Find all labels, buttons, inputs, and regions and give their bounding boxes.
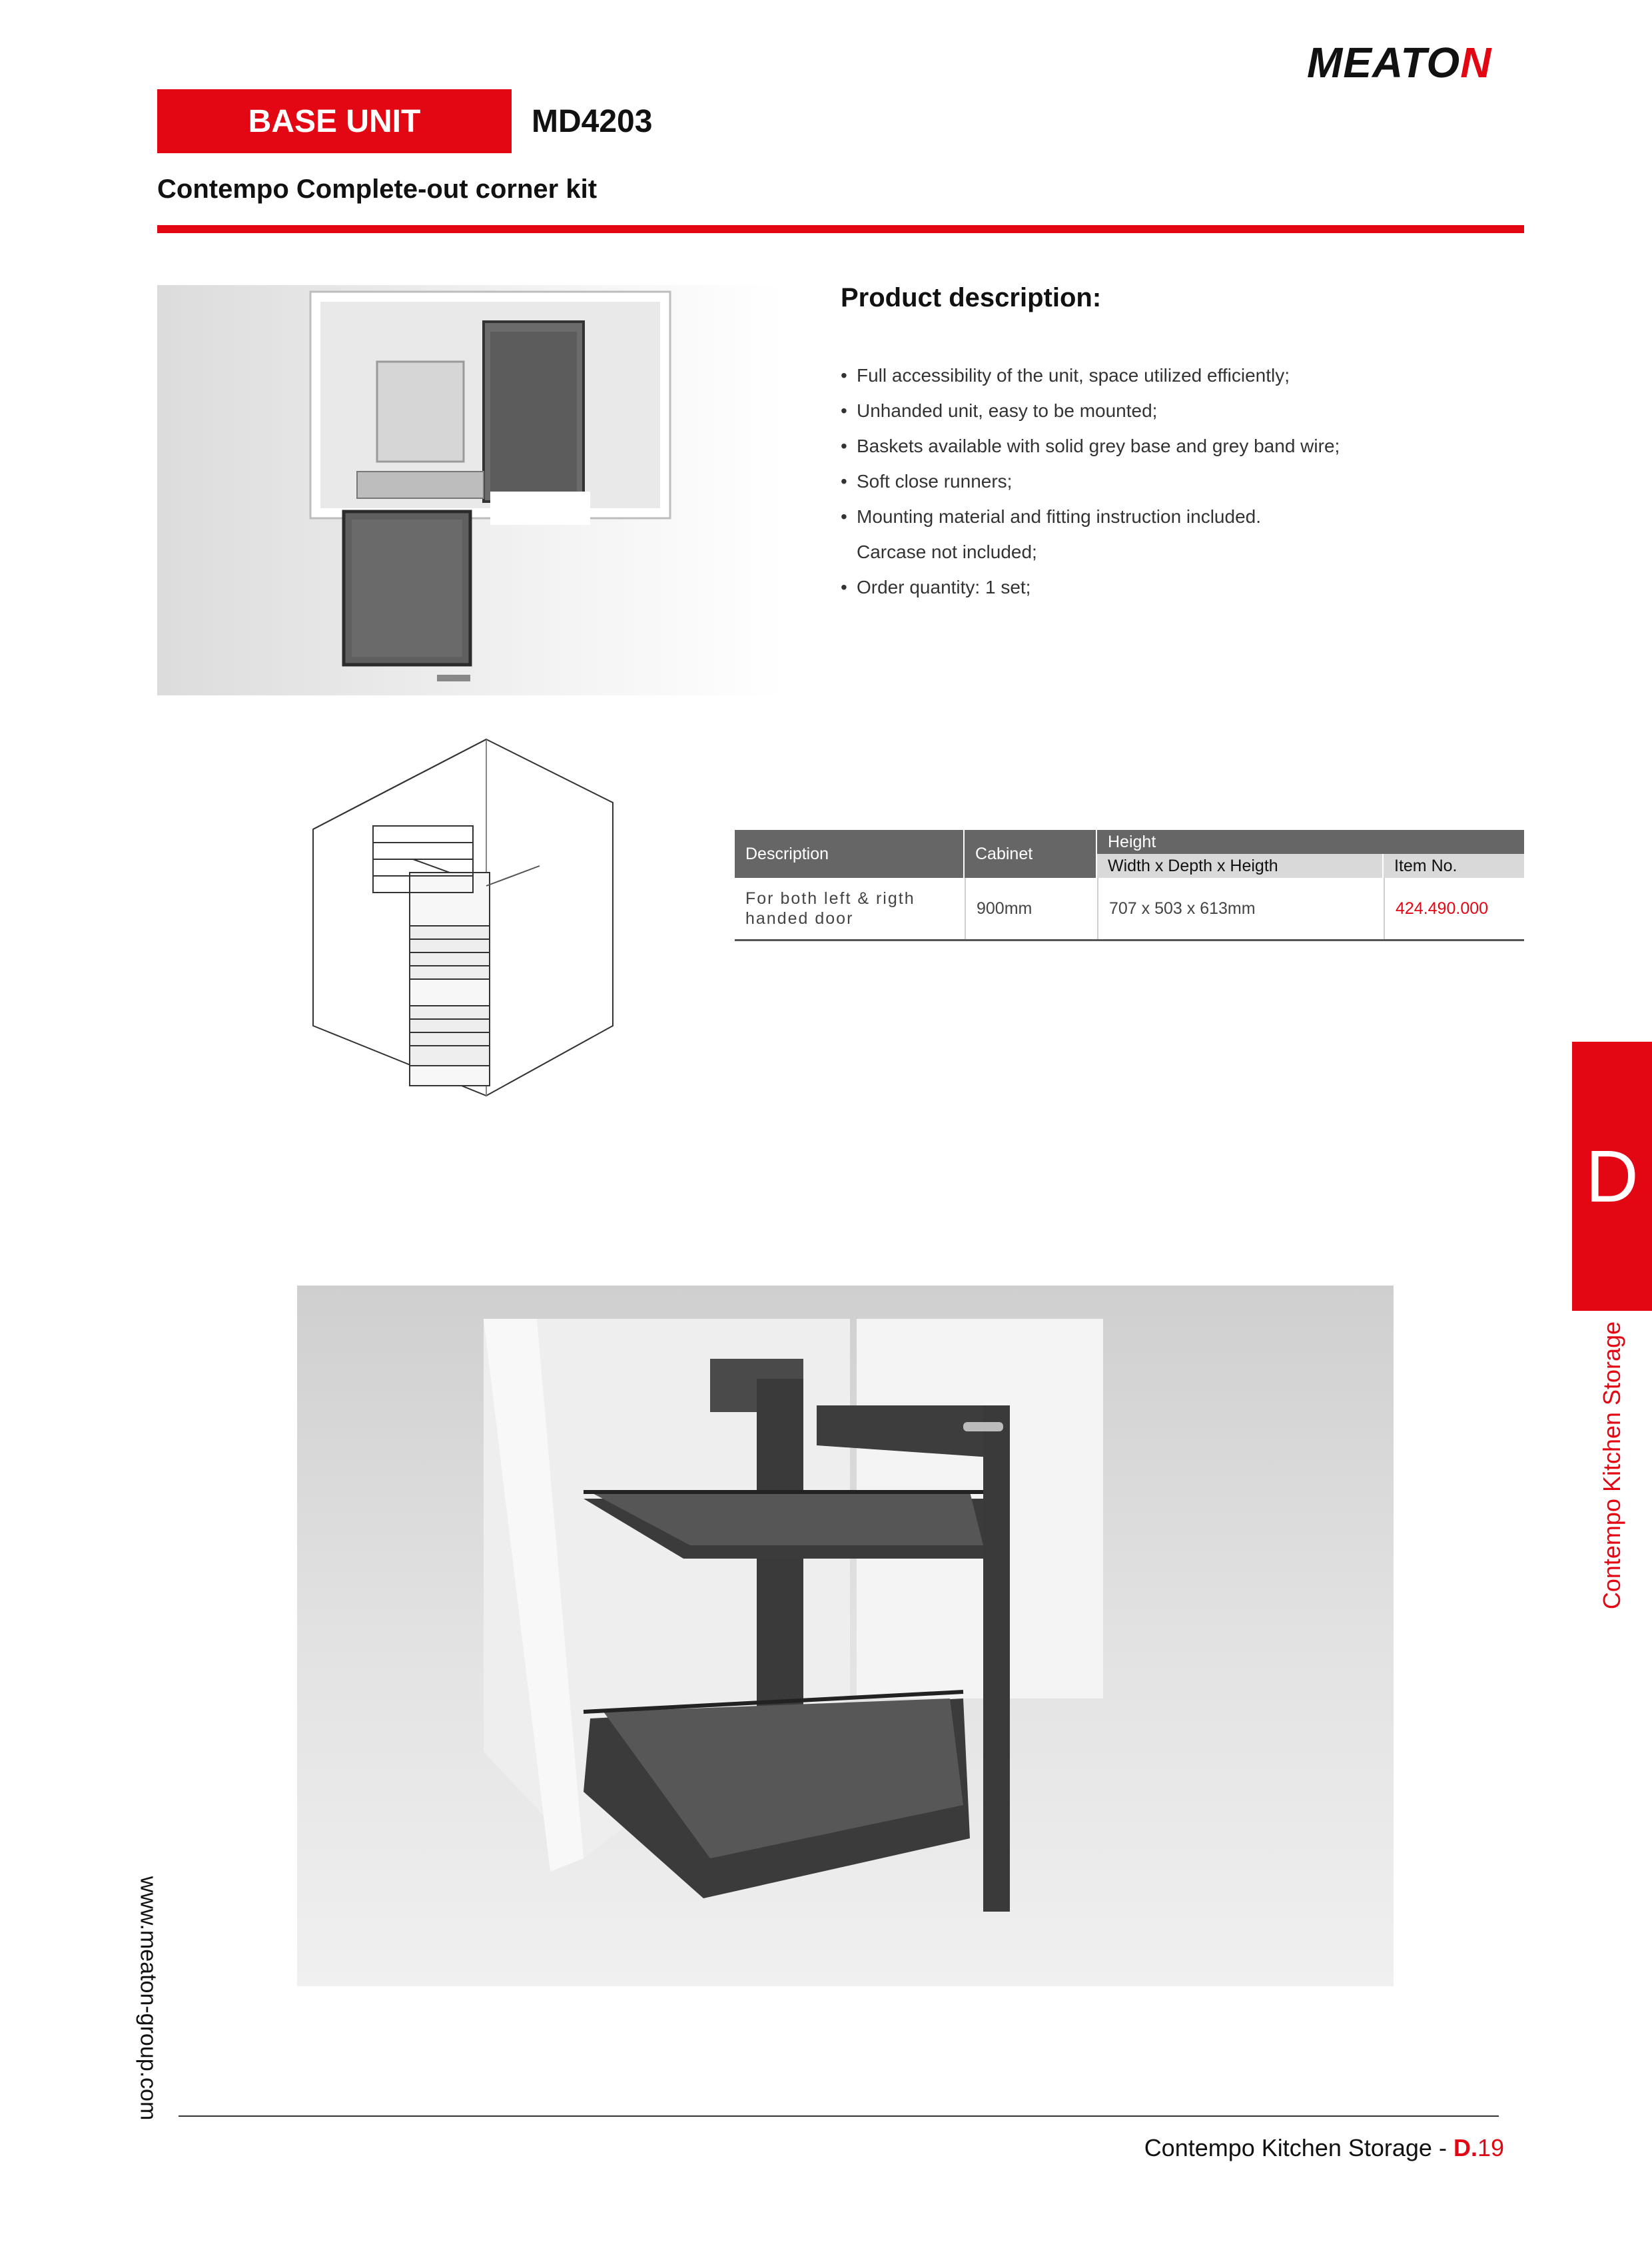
header-cabinet: Cabinet [965, 830, 1096, 878]
list-item: • Baskets available with solid grey base and grey band wire; [841, 436, 1340, 456]
website-url: www.meaton-group.com [135, 1876, 161, 2121]
list-item: • Soft close runners; [841, 471, 1013, 492]
cell-description: For both left & rigth handed door [745, 889, 915, 928]
spec-table [735, 830, 1524, 941]
brand-logo: MEATON [1307, 39, 1492, 87]
list-item: • Order quantity: 1 set; [841, 577, 1031, 597]
product-subtitle: Contempo Complete-out corner kit [157, 175, 598, 204]
section-label: Contempo Kitchen Storage [1598, 1321, 1625, 1610]
description-list [841, 361, 1527, 608]
header-description: Description [735, 830, 963, 878]
cell-cabinet: 900mm [965, 878, 1097, 939]
table-header-row [735, 830, 1524, 878]
header-item-no: Item No. [1384, 854, 1524, 878]
header-dimensions: Width x Depth x Heigth [1097, 854, 1382, 878]
footer-divider [179, 2115, 1499, 2117]
top-view-render-image [157, 285, 783, 695]
page-folio: Contempo Kitchen Storage - D.19 [1144, 2134, 1504, 2161]
list-item-continuation: Carcase not included; [857, 542, 1037, 562]
description-title: Product description: [841, 283, 1102, 312]
line-drawing-image [286, 733, 633, 1106]
section-letter: D [1585, 1135, 1639, 1218]
product-code: MD4203 [532, 104, 653, 139]
section-tab [1572, 1042, 1652, 1311]
header-height: Height [1097, 830, 1524, 854]
list-item: • Unhanded unit, easy to be mounted; [841, 400, 1158, 421]
list-item: • Full accessibility of the unit, space utilized efficiently; [841, 365, 1290, 386]
product-render-image [297, 1286, 1394, 1986]
table-row [735, 878, 1524, 941]
cell-item-no: 424.490.000 [1384, 878, 1524, 939]
cell-dimensions: 707 x 503 x 613mm [1097, 878, 1384, 939]
category-badge [157, 89, 512, 153]
header-divider [157, 225, 1524, 233]
list-item: • Mounting material and fitting instruction included. [841, 506, 1262, 527]
category-label: BASE UNIT [248, 103, 421, 139]
